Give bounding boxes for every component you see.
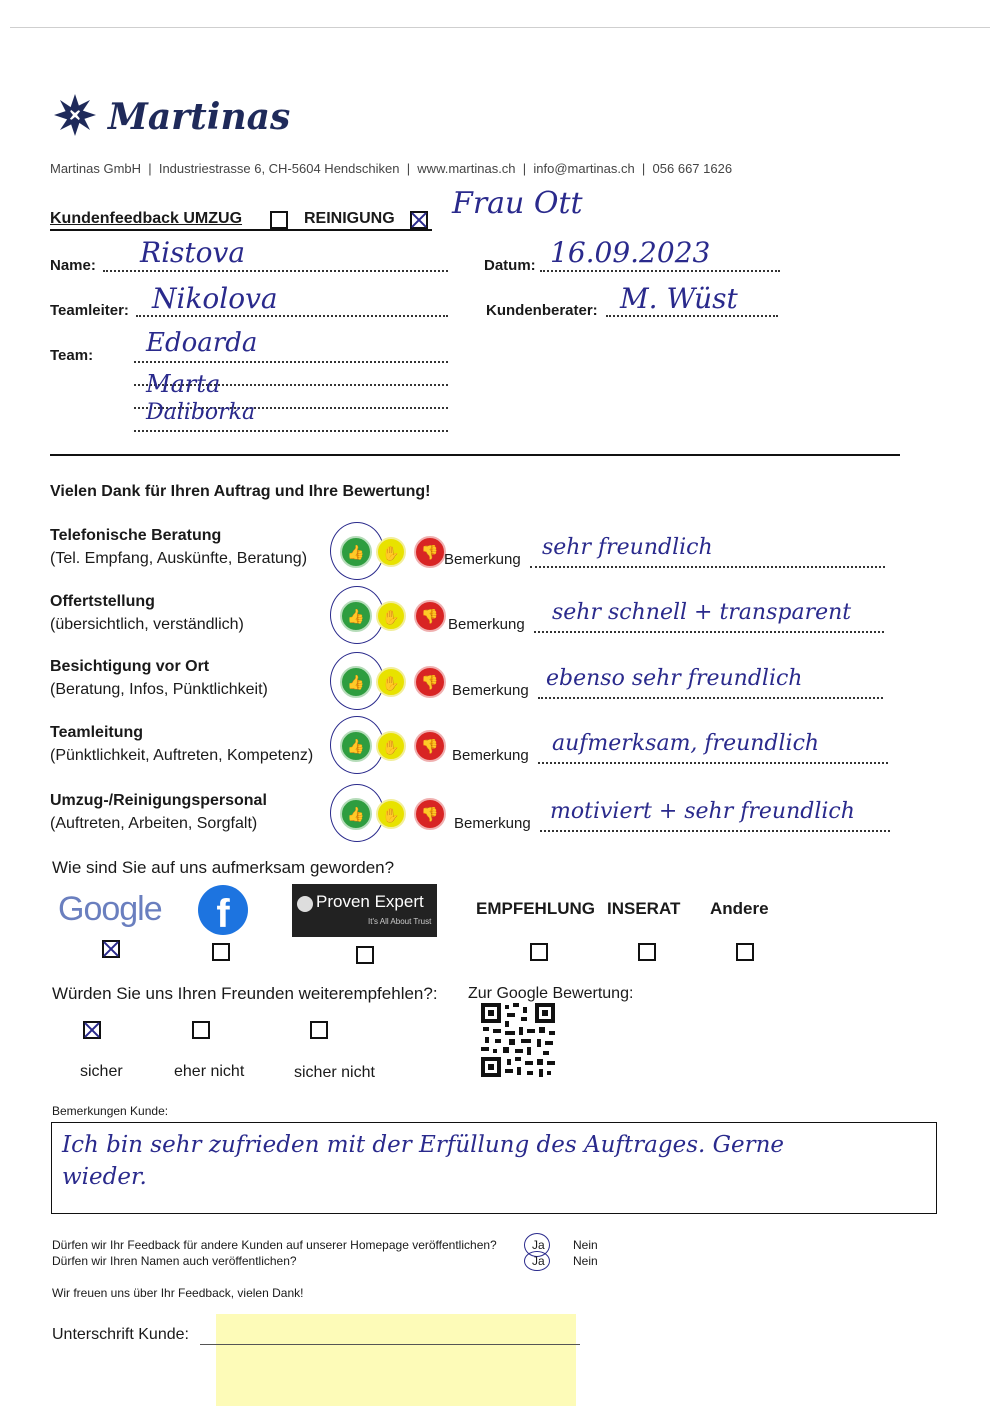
- signature-line: [200, 1344, 580, 1345]
- category-title: Besichtigung vor Ort: [50, 658, 210, 675]
- publish-ja-2-circle: [524, 1251, 550, 1271]
- team-member-1: Edoarda: [146, 328, 258, 358]
- name-value: Ristova: [140, 236, 246, 269]
- thumbs-up-icon[interactable]: 👍: [340, 666, 372, 698]
- closing-text: Wir freuen uns über Ihr Feedback, vielen Dank!: [52, 1286, 304, 1300]
- proven-expert-tagline: It's All About Trust: [368, 917, 432, 926]
- rating-smileys[interactable]: [330, 722, 450, 772]
- google-label: Google: [58, 890, 162, 928]
- proven-expert-label: Proven Expert: [316, 892, 424, 911]
- proven-expert-check-icon: [297, 896, 313, 912]
- team-member-2: Marta: [146, 370, 221, 398]
- recommend-sicher-nicht-checkbox[interactable]: [310, 1021, 328, 1039]
- thumbs-sideways-icon[interactable]: ✋: [376, 667, 406, 697]
- andere-checkbox[interactable]: [736, 943, 754, 961]
- source-question: Wie sind Sie auf uns aufmerksam geworden?: [52, 858, 395, 877]
- thumbs-up-icon[interactable]: 👍: [340, 730, 372, 762]
- thumbs-sideways-icon[interactable]: ✋: [376, 799, 406, 829]
- rating-smileys[interactable]: [330, 528, 450, 578]
- google-checkbox[interactable]: [102, 940, 120, 958]
- reinigung-checkbox[interactable]: [410, 211, 428, 229]
- signature-redaction: [216, 1314, 576, 1406]
- thumbs-down-icon[interactable]: 👎: [414, 666, 446, 698]
- publish-ja-2: Ja: [532, 1254, 545, 1268]
- date-label: Datum:: [484, 257, 536, 274]
- publish-ja-1: Ja: [532, 1238, 545, 1252]
- category-title: Offertstellung: [50, 593, 155, 610]
- remark-label: Bemerkung: [452, 682, 529, 699]
- thumbs-up-icon[interactable]: 👍: [340, 798, 372, 830]
- thumbs-up-icon[interactable]: 👍: [340, 600, 372, 632]
- category-subtitle: (übersichtlich, verständlich): [50, 616, 244, 633]
- thumbs-sideways-icon[interactable]: ✋: [376, 601, 406, 631]
- andere-label: Andere: [710, 899, 769, 918]
- inserat-checkbox[interactable]: [638, 943, 656, 961]
- thanks-text: Vielen Dank für Ihren Auftrag und Ihre Bewertung!: [50, 483, 431, 500]
- recommend-option-sicher-nicht: sicher nicht: [294, 1064, 375, 1081]
- recommend-option-eher-nicht: eher nicht: [174, 1063, 245, 1080]
- google-review-label: Zur Google Bewertung:: [468, 985, 634, 1002]
- remark-value: ebenso sehr freundlich: [546, 666, 803, 691]
- rating-smileys[interactable]: [330, 658, 450, 708]
- rating-smileys[interactable]: [330, 592, 450, 642]
- thumbs-sideways-icon[interactable]: ✋: [376, 731, 406, 761]
- teamleiter-label: Teamleiter:: [50, 302, 129, 319]
- category-subtitle: (Pünktlichkeit, Auftreten, Kompetenz): [50, 747, 314, 764]
- brand-name: Martinas: [108, 96, 291, 138]
- category-subtitle: (Tel. Empfang, Auskünfte, Beratung): [50, 550, 308, 567]
- category-subtitle: (Auftreten, Arbeiten, Sorgfalt): [50, 815, 258, 832]
- remark-label: Bemerkung: [448, 616, 525, 633]
- remark-label: Bemerkung: [444, 551, 521, 568]
- recommend-question: Würden Sie uns Ihren Freunden weiterempfehlen?:: [52, 984, 438, 1003]
- remark-value: sehr schnell + transparent: [552, 600, 852, 625]
- remark-value: sehr freundlich: [542, 535, 713, 560]
- proven-expert-checkbox[interactable]: [356, 946, 374, 964]
- thumbs-down-icon[interactable]: 👎: [414, 600, 446, 632]
- teamleiter-value: Nikolova: [152, 282, 278, 315]
- recommend-option-sicher: sicher: [80, 1063, 123, 1080]
- title-umzug: Kundenfeedback UMZUG: [50, 210, 243, 227]
- publish-nein-1: Nein: [573, 1238, 598, 1252]
- qr-code[interactable]: [481, 1003, 555, 1077]
- comments-label: Bemerkungen Kunde:: [52, 1104, 169, 1118]
- google-logo: [58, 890, 162, 929]
- remark-value: aufmerksam, freundlich: [552, 731, 820, 756]
- comments-box: [51, 1122, 937, 1214]
- section-divider: [50, 454, 900, 456]
- form-title: [50, 210, 242, 228]
- facebook-icon: f: [198, 885, 248, 935]
- category-title: Umzug-/Reinigungspersonal: [50, 792, 267, 809]
- thumbs-down-icon[interactable]: 👎: [414, 730, 446, 762]
- empfehlung-checkbox[interactable]: [530, 943, 548, 961]
- facebook-checkbox[interactable]: [212, 943, 230, 961]
- publish-question-2: Dürfen wir Ihren Namen auch veröffentlichen?: [52, 1254, 297, 1268]
- comments-text: Ich bin sehr zufrieden mit der Erfüllung des Auftrages. Gerne wieder.: [62, 1132, 785, 1190]
- thumbs-down-icon[interactable]: 👎: [414, 536, 446, 568]
- team-label: Team:: [50, 347, 94, 364]
- berater-value: M. Wüst: [620, 282, 738, 315]
- category-subtitle: (Beratung, Infos, Pünktlichkeit): [50, 681, 268, 698]
- publish-question-1: Dürfen wir Ihr Feedback für andere Kunden auf unserer Homepage veröffentlichen?: [52, 1238, 497, 1252]
- top-rule: [10, 27, 990, 28]
- proven-expert-logo: [292, 884, 437, 937]
- name-label: Name:: [50, 257, 96, 274]
- logo-star-icon: [52, 92, 98, 138]
- title-underline: [50, 229, 432, 231]
- remark-label: Bemerkung: [454, 815, 531, 832]
- category-title: Teamleitung: [50, 724, 144, 741]
- rating-smileys[interactable]: [330, 790, 450, 840]
- thumbs-down-icon[interactable]: 👎: [414, 798, 446, 830]
- logo: [52, 92, 98, 143]
- remark-label: Bemerkung: [452, 747, 529, 764]
- company-line: Martinas GmbH | Industriestrasse 6, CH-5604 Hendschiken | www.martinas.ch | info@martinas.ch | 056 667 1626: [50, 161, 733, 176]
- client-handwritten: Frau Ott: [452, 186, 583, 221]
- team-member-3: Daliborka: [146, 400, 256, 425]
- remark-value: motiviert + sehr freundlich: [550, 799, 855, 824]
- category-title: Telefonische Beratung: [50, 527, 222, 544]
- inserat-label: INSERAT: [607, 899, 681, 918]
- thumbs-up-icon[interactable]: 👍: [340, 536, 372, 568]
- empfehlung-label: EMPFEHLUNG: [476, 899, 595, 918]
- signature-label: Unterschrift Kunde:: [52, 1326, 189, 1343]
- title-reinigung: REINIGUNG: [304, 210, 395, 227]
- thumbs-sideways-icon[interactable]: ✋: [376, 537, 406, 567]
- publish-nein-2: Nein: [573, 1254, 598, 1268]
- date-value: 16.09.2023: [550, 236, 711, 269]
- recommend-sicher-checkbox[interactable]: [83, 1021, 101, 1039]
- recommend-eher-nicht-checkbox[interactable]: [192, 1021, 210, 1039]
- berater-label: Kundenberater:: [486, 302, 598, 319]
- umzug-checkbox[interactable]: [270, 211, 288, 229]
